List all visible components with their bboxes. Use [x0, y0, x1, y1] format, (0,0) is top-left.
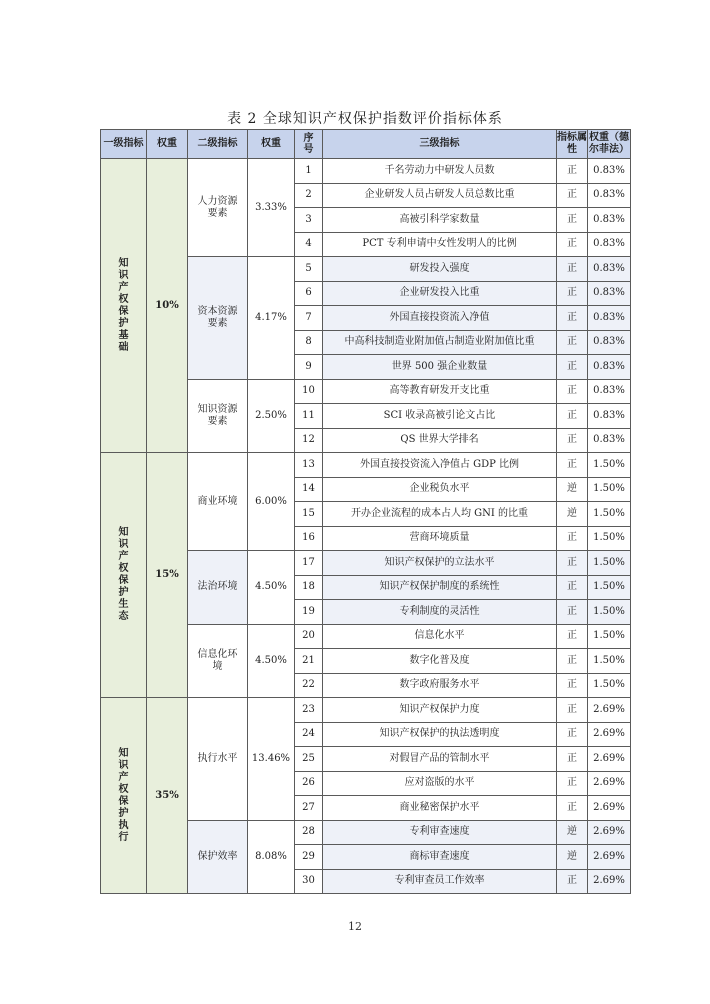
level3-weight: 2.69%	[588, 722, 631, 747]
level2-indicator: 商业环境	[188, 453, 248, 551]
indicator-attribute: 正	[557, 624, 588, 649]
header-attr: 指标属性	[557, 130, 588, 159]
level3-weight: 1.50%	[588, 502, 631, 527]
level3-indicator: 世界 500 强企业数量	[323, 355, 557, 380]
level2-weight: 6.00%	[248, 453, 295, 551]
level3-weight: 2.69%	[588, 796, 631, 821]
indicator-attribute: 逆	[557, 502, 588, 527]
level2-weight: 3.33%	[248, 159, 295, 257]
row-seq: 14	[295, 477, 323, 502]
level3-indicator: 信息化水平	[323, 624, 557, 649]
level3-indicator: 专利审查速度	[323, 820, 557, 845]
table-row	[101, 698, 631, 723]
row-seq: 2	[295, 183, 323, 208]
level3-weight: 0.83%	[588, 159, 631, 184]
level3-indicator: 数字政府服务水平	[323, 673, 557, 698]
indicator-attribute: 正	[557, 208, 588, 233]
level3-weight: 1.50%	[588, 624, 631, 649]
level3-weight: 0.83%	[588, 379, 631, 404]
row-seq: 27	[295, 796, 323, 821]
row-seq: 26	[295, 771, 323, 796]
level3-weight: 0.83%	[588, 257, 631, 282]
header-weight3: 权重（德尔菲法）	[588, 130, 631, 159]
level3-indicator: 知识产权保护力度	[323, 698, 557, 723]
level3-weight: 1.50%	[588, 526, 631, 551]
level1-indicator: 知识产权保护基础	[101, 159, 147, 453]
row-seq: 3	[295, 208, 323, 233]
level3-weight: 0.83%	[588, 281, 631, 306]
level3-indicator: 知识产权保护制度的系统性	[323, 575, 557, 600]
row-seq: 4	[295, 232, 323, 257]
indicator-attribute: 正	[557, 281, 588, 306]
level3-indicator: 对假冒产品的管制水平	[323, 747, 557, 772]
page-number: 12	[348, 920, 362, 933]
level3-weight: 1.50%	[588, 575, 631, 600]
indicator-attribute: 正	[557, 526, 588, 551]
level3-weight: 0.83%	[588, 428, 631, 453]
level3-weight: 0.83%	[588, 404, 631, 429]
level3-indicator: 知识产权保护的执法透明度	[323, 722, 557, 747]
indicator-attribute: 正	[557, 232, 588, 257]
row-seq: 17	[295, 551, 323, 576]
level3-indicator: 中高科技制造业附加值占制造业附加值比重	[323, 330, 557, 355]
row-seq: 28	[295, 820, 323, 845]
indicator-attribute: 正	[557, 551, 588, 576]
indicator-attribute: 正	[557, 698, 588, 723]
header-level3: 三级指标	[323, 130, 557, 159]
indicator-attribute: 正	[557, 722, 588, 747]
header-seq: 序号	[295, 130, 323, 159]
indicator-attribute: 正	[557, 183, 588, 208]
row-seq: 25	[295, 747, 323, 772]
indicator-attribute: 逆	[557, 820, 588, 845]
level3-indicator: 知识产权保护的立法水平	[323, 551, 557, 576]
row-seq: 1	[295, 159, 323, 184]
level2-indicator: 信息化环境	[188, 624, 248, 698]
indicator-attribute: 正	[557, 428, 588, 453]
level3-weight: 0.83%	[588, 183, 631, 208]
level3-indicator: 高被引科学家数量	[323, 208, 557, 233]
row-seq: 5	[295, 257, 323, 282]
row-seq: 6	[295, 281, 323, 306]
header-weight1: 权重	[147, 130, 188, 159]
header-level1: 一级指标	[101, 130, 147, 159]
indicator-table	[100, 129, 631, 894]
level2-weight: 4.50%	[248, 551, 295, 625]
indicator-attribute: 正	[557, 673, 588, 698]
table-row	[101, 453, 631, 478]
level3-indicator: 企业研发投入比重	[323, 281, 557, 306]
row-seq: 29	[295, 845, 323, 870]
level3-indicator: PCT 专利申请中女性发明人的比例	[323, 232, 557, 257]
indicator-attribute: 正	[557, 575, 588, 600]
level3-weight: 1.50%	[588, 673, 631, 698]
level3-weight: 2.69%	[588, 820, 631, 845]
level3-weight: 1.50%	[588, 551, 631, 576]
row-seq: 18	[295, 575, 323, 600]
indicator-attribute: 正	[557, 796, 588, 821]
level1-weight: 35%	[147, 698, 188, 894]
level3-indicator: 研发投入强度	[323, 257, 557, 282]
level1-indicator: 知识产权保护执行	[101, 698, 147, 894]
indicator-attribute: 正	[557, 330, 588, 355]
indicator-attribute: 正	[557, 869, 588, 894]
header-weight2: 权重	[248, 130, 295, 159]
level3-weight: 2.69%	[588, 869, 631, 894]
table-header-row	[101, 130, 631, 159]
level3-indicator: 高等教育研发开支比重	[323, 379, 557, 404]
level1-indicator: 知识产权保护生态	[101, 453, 147, 698]
level3-indicator: 开办企业流程的成本占人均 GNI 的比重	[323, 502, 557, 527]
level3-indicator: 应对盗版的水平	[323, 771, 557, 796]
level3-weight: 0.83%	[588, 355, 631, 380]
level2-indicator: 人力资源要素	[188, 159, 248, 257]
indicator-attribute: 逆	[557, 477, 588, 502]
table-body	[101, 159, 631, 894]
row-seq: 23	[295, 698, 323, 723]
level2-indicator: 知识资源要素	[188, 379, 248, 453]
header-level2: 二级指标	[188, 130, 248, 159]
row-seq: 11	[295, 404, 323, 429]
level3-weight: 0.83%	[588, 208, 631, 233]
level2-weight: 2.50%	[248, 379, 295, 453]
level2-weight: 8.08%	[248, 820, 295, 894]
row-seq: 15	[295, 502, 323, 527]
row-seq: 16	[295, 526, 323, 551]
indicator-attribute: 正	[557, 747, 588, 772]
level3-weight: 2.69%	[588, 845, 631, 870]
level3-indicator: 营商环境质量	[323, 526, 557, 551]
level2-indicator: 资本资源要素	[188, 257, 248, 380]
table-caption: 表 2 全球知识产权保护指数评价指标体系	[227, 111, 503, 127]
row-seq: 24	[295, 722, 323, 747]
row-seq: 30	[295, 869, 323, 894]
indicator-attribute: 逆	[557, 845, 588, 870]
row-seq: 7	[295, 306, 323, 331]
table-row	[101, 159, 631, 184]
level2-indicator: 法治环境	[188, 551, 248, 625]
indicator-attribute: 正	[557, 771, 588, 796]
level2-indicator: 保护效率	[188, 820, 248, 894]
level3-indicator: 专利审查员工作效率	[323, 869, 557, 894]
level3-weight: 1.50%	[588, 477, 631, 502]
row-seq: 10	[295, 379, 323, 404]
row-seq: 21	[295, 649, 323, 674]
level1-weight: 15%	[147, 453, 188, 698]
row-seq: 22	[295, 673, 323, 698]
level3-indicator: 商业秘密保护水平	[323, 796, 557, 821]
level3-weight: 0.83%	[588, 330, 631, 355]
level3-weight: 2.69%	[588, 771, 631, 796]
level1-weight: 10%	[147, 159, 188, 453]
indicator-attribute: 正	[557, 355, 588, 380]
indicator-attribute: 正	[557, 404, 588, 429]
level3-indicator: 外国直接投资流入净值	[323, 306, 557, 331]
level3-weight: 2.69%	[588, 747, 631, 772]
level3-indicator: QS 世界大学排名	[323, 428, 557, 453]
indicator-attribute: 正	[557, 159, 588, 184]
level3-indicator: 企业研发人员占研发人员总数比重	[323, 183, 557, 208]
indicator-attribute: 正	[557, 306, 588, 331]
level2-indicator: 执行水平	[188, 698, 248, 821]
level3-weight: 1.50%	[588, 649, 631, 674]
level3-weight: 1.50%	[588, 600, 631, 625]
row-seq: 13	[295, 453, 323, 478]
row-seq: 9	[295, 355, 323, 380]
indicator-attribute: 正	[557, 600, 588, 625]
indicator-attribute: 正	[557, 649, 588, 674]
level3-indicator: 千名劳动力中研发人员数	[323, 159, 557, 184]
level3-weight: 2.69%	[588, 698, 631, 723]
row-seq: 19	[295, 600, 323, 625]
level3-indicator: SCI 收录高被引论文占比	[323, 404, 557, 429]
level3-indicator: 商标审查速度	[323, 845, 557, 870]
level2-weight: 13.46%	[248, 698, 295, 821]
level3-indicator: 外国直接投资流入净值占 GDP 比例	[323, 453, 557, 478]
indicator-attribute: 正	[557, 453, 588, 478]
level3-indicator: 企业税负水平	[323, 477, 557, 502]
level3-indicator: 数字化普及度	[323, 649, 557, 674]
level3-indicator: 专利制度的灵活性	[323, 600, 557, 625]
row-seq: 12	[295, 428, 323, 453]
level2-weight: 4.50%	[248, 624, 295, 698]
level2-weight: 4.17%	[248, 257, 295, 380]
indicator-attribute: 正	[557, 257, 588, 282]
row-seq: 20	[295, 624, 323, 649]
level3-weight: 0.83%	[588, 232, 631, 257]
level3-weight: 1.50%	[588, 453, 631, 478]
level3-weight: 0.83%	[588, 306, 631, 331]
row-seq: 8	[295, 330, 323, 355]
indicator-attribute: 正	[557, 379, 588, 404]
